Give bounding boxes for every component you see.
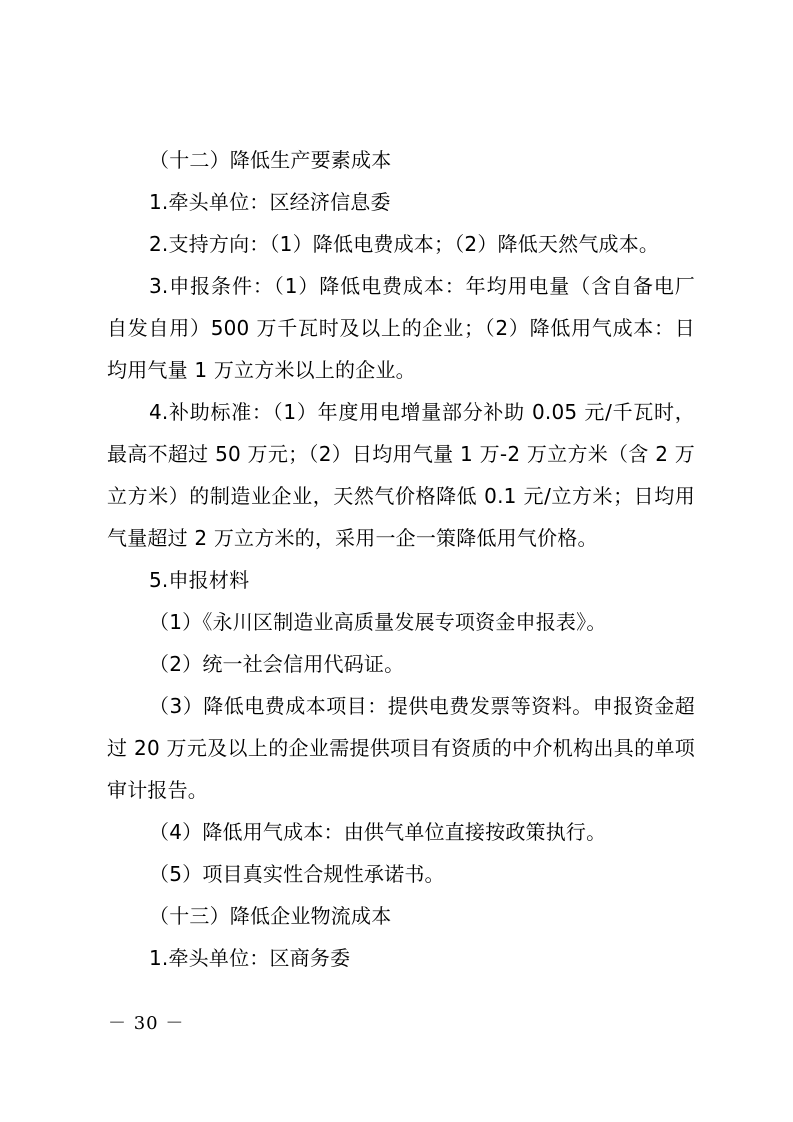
section-heading-13: （十三）降低企业物流成本	[149, 904, 392, 928]
material-item-4: （4）降低用气成本：由供气单位直接按政策执行。	[149, 820, 607, 844]
application-materials-heading: 5.申报材料	[149, 568, 250, 592]
application-conditions-paragraph: 3.申报条件：（1）降低电费成本：年均用电量（含自备电厂自发自用）500 万千瓦时及以上的企业；（2）降低用气成本：日均用气量 1 万立方米以上的企业。	[107, 274, 695, 382]
page-number: － 30 －	[108, 1013, 185, 1034]
material-item-3: （3）降低电费成本项目：提供电费发票等资料。申报资金超过 20 万元及以上的企业需提供项目有资质的中介机构出具的单项审计报告。	[107, 694, 695, 802]
material-item-5: （5）项目真实性合规性承诺书。	[149, 862, 445, 886]
lead-unit-paragraph-13: 1.牵头单位：区商务委	[149, 946, 351, 970]
support-direction-paragraph: 2.支持方向：（1）降低电费成本；（2）降低天然气成本。	[149, 232, 660, 256]
material-item-2: （2）统一社会信用代码证。	[149, 652, 405, 676]
material-item-1: （1）《永川区制造业高质量发展专项资金申报表》。	[149, 610, 607, 634]
subsidy-standard-paragraph: 4.补助标准：（1）年度用电增量部分补助 0.05 元/千瓦时，最高不超过 50 万元；（2）日均用气量 1 万-2 万立方米（含 2 万立方米）的制造业企业，天然气价格降低 0.1 元/立方米；日均用气量超过 2 万立方米的，采用一企一策降低用气价格。	[107, 400, 695, 550]
lead-unit-paragraph: 1.牵头单位：区经济信息委	[149, 190, 391, 214]
section-heading-12: （十二）降低生产要素成本	[149, 148, 392, 172]
